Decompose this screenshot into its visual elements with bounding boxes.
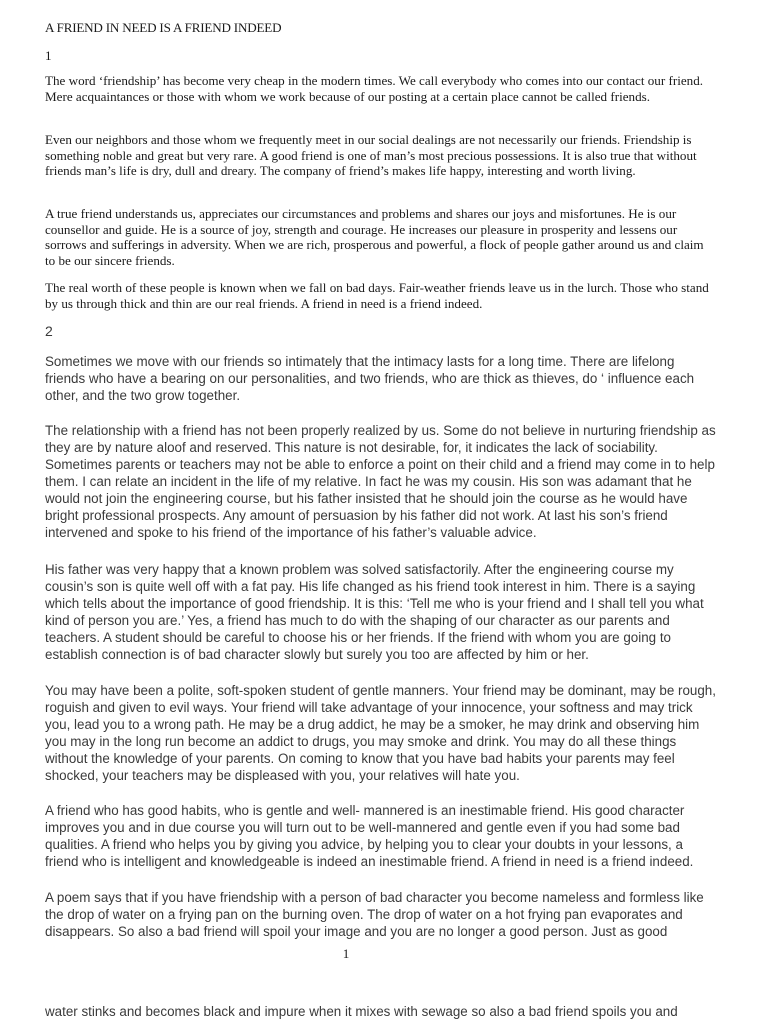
next-page-paragraph: water stinks and becomes black and impure when it mixes with sewage so also a bad friend spoils you and bbox=[45, 1004, 678, 1019]
paragraph-s1-1: The word ‘friendship’ has become very cheap in the modern times. We call everybody who comes into our contact our friend. Mere acquaintances or those with whom we work because of our posting at a certain place cannot be called friends. bbox=[45, 73, 704, 104]
paragraph-s2-6: A poem says that if you have friendship with a person of bad character you become nameless and formless like the drop of water on a frying pan on the burning oven. The drop of water on a hot frying pan evaporates and disappears. So also a bad friend will spoil your image and you are no longer a good person. Just as good bbox=[45, 890, 704, 939]
paragraph-s2-3: His father was very happy that a known problem was solved satisfactorily. After the engineering course my cousin’s son is quite well off with a fat pay. His life changed as his friend took interest in him. There is a saying which tells about the importance of good friendship. It is this: ‘Tell me who is your friend and I shall tell you what kind of person you are.’ Yes, a friend has much to do with the shaping of our character as our parents and teachers. A student should be careful to choose his or her friends. If the friend with whom you are going to establish connection is of bad character slowly but surely you too are affected by him or her. bbox=[45, 562, 704, 662]
document-title: A FRIEND IN NEED IS A FRIEND INDEED bbox=[45, 20, 282, 35]
paragraph-s1-3: A true friend understands us, appreciates our circumstances and problems and shares our joys and misfortunes. He is our counsellor and guide. He is a source of joy, strength and courage. He increases our pleasure in prosperity and lessens our sorrows and sufferings in adversity. When we are rich, prosperous and powerful, a flock of people gather around us and claim to be our sincere friends. bbox=[45, 206, 704, 268]
paragraph-s2-1: Sometimes we move with our friends so intimately that the intimacy lasts for a long time. There are lifelong friends who have a bearing on our personalities, and two friends, who are thick as thieves, do ‘ influence each other, and the two grow together. bbox=[45, 354, 695, 403]
section-number-1: 1 bbox=[45, 48, 52, 63]
section-number-2: 2 bbox=[45, 323, 53, 339]
paragraph-s2-4: You may have been a polite, soft-spoken student of gentle manners. Your friend may be dominant, may be rough, roguish and given to evil ways. Your friend will take advantage of your innocence, your softness and may trick you, lead you to a wrong path. He may be a drug addict, he may be a smoker, he may drink and observing him you may in the long run become an addict to drugs, you may smoke and drink. You may do all these things without the knowledge of your parents. On coming to know that you have bad habits your parents may feel shocked, your teachers may be displeased with you, your relatives will hate you. bbox=[45, 683, 716, 783]
paragraph-s1-4: The real worth of these people is known when we fall on bad days. Fair-weather friends leave us in the lurch. Those who stand by us through thick and thin are our real friends. A friend in need is a friend indeed. bbox=[45, 280, 709, 311]
paragraph-s2-5: A friend who has good habits, who is gentle and well- mannered is an inestimable friend. His good character improves you and in due course you will turn out to be well-mannered and gentle even if you had some bad qualities. A friend who helps you by giving you advice, by helping you to clear your doubts in your lessons, a friend who is intelligent and knowledgeable is indeed an inestimable friend. A friend in need is a friend indeed. bbox=[45, 803, 694, 869]
paragraph-s2-2: The relationship with a friend has not been properly realized by us. Some do not believe in nurturing friendship as they are by nature aloof and reserved. This nature is not desirable, for, it indicates the lack of sociability. Sometimes parents or teachers may not be able to enforce a point on their child and a friend may come in to help them. I can relate an incident in the life of my relative. In fact he was my cousin. His son was adamant that he would not join the engineering course, but his father insisted that he should join the course as he would have bright professional prospects. Any amount of persuasion by his father did not work. At last his son’s friend intervened and spoke to his friend of the importance of his father’s valuable advice. bbox=[45, 423, 716, 540]
page-number: 1 bbox=[342, 946, 350, 961]
paragraph-s1-2: Even our neighbors and those whom we frequently meet in our social dealings are not necessarily our friends. Friendship is something noble and great but very rare. A good friend is one of man’s most precious possessions. It is also true that without friends man’s life is dry, dull and dreary. The company of friend’s makes life happy, interesting and worth living. bbox=[45, 132, 697, 178]
